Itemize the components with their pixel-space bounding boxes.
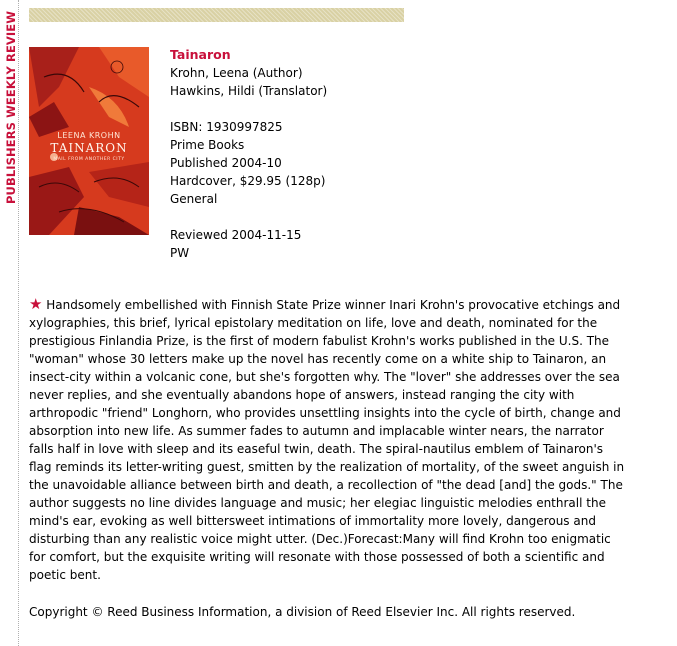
review-body (29, 295, 629, 584)
copyright-notice: Copyright © Reed Business Information, a division of Reed Elsevier Inc. All rights reserved. (29, 605, 576, 619)
sidebar-label: PUBLISHERS WEEKLY REVIEW (4, 10, 18, 204)
review-text: Handsomely embellished with Finnish State Prize winner Inari Krohn's provocative etchings and xylographies, this brief, lyrical epistolary meditation on life, love and death, nominated for the prestigious Finlandia Prize, is the first of modern fabulist Krohn's works published in the U.S. The "woman" whose 30 letters make up the novel has recently come on a white ship to Tainaron, an insect-city within a volcanic cone, but she's forgotten why. The "lover" she addresses over the sea never replies, and she eventually abandons hope of answers, instead ranging the city with arthropodic "friend" Longhorn, who provides unsettling insights into the cycle of birth, change and absorption into new life. As summer fades to autumn and implacable winter nears, the narrator falls half in love with sleep and its easeful twin, death. The spiral-nautilus emblem of Tainaron's flag reminds its letter-writing guest, smitten by the realization of mortality, of the sweet anguish in the unavoidable alliance between birth and death, a recollection of "the dead [and] the gods." The author suggests no line divides language and music; her elegiac linguistic melodies enthrall the mind's ear, evoking as well bittersweet intimations of immortality more lovely, dangerous and disturbing than any realistic voice might utter. (Dec.)Forecast:Many will find Krohn too enigmatic for comfort, but the exquisite writing will resonate with those possessed of both a scientific and poetic bent. (29, 298, 625, 582)
book-published-date: Published 2004-10 (170, 156, 282, 170)
book-format-price: Hardcover, $29.95 (128p) (170, 174, 326, 188)
review-source: PW (170, 246, 190, 260)
book-details (170, 46, 327, 262)
book-translator: Hawkins, Hildi (Translator) (170, 84, 328, 98)
book-cover-image (29, 47, 149, 235)
sidebar (0, 0, 19, 646)
cover-author-text: LEENA KROHN (57, 131, 121, 140)
cover-title-text: TAINARON (50, 141, 128, 155)
header-banner (29, 8, 404, 22)
book-isbn: ISBN: 1930997825 (170, 120, 283, 134)
star-icon: ★ (29, 295, 43, 313)
book-title: Tainaron (170, 47, 231, 62)
book-publisher: Prime Books (170, 138, 245, 152)
book-author: Krohn, Leena (Author) (170, 66, 303, 80)
book-category: General (170, 192, 218, 206)
cover-subtitle-text: MAIL FROM ANOTHER CITY (53, 157, 125, 162)
review-date: Reviewed 2004-11-15 (170, 228, 302, 242)
